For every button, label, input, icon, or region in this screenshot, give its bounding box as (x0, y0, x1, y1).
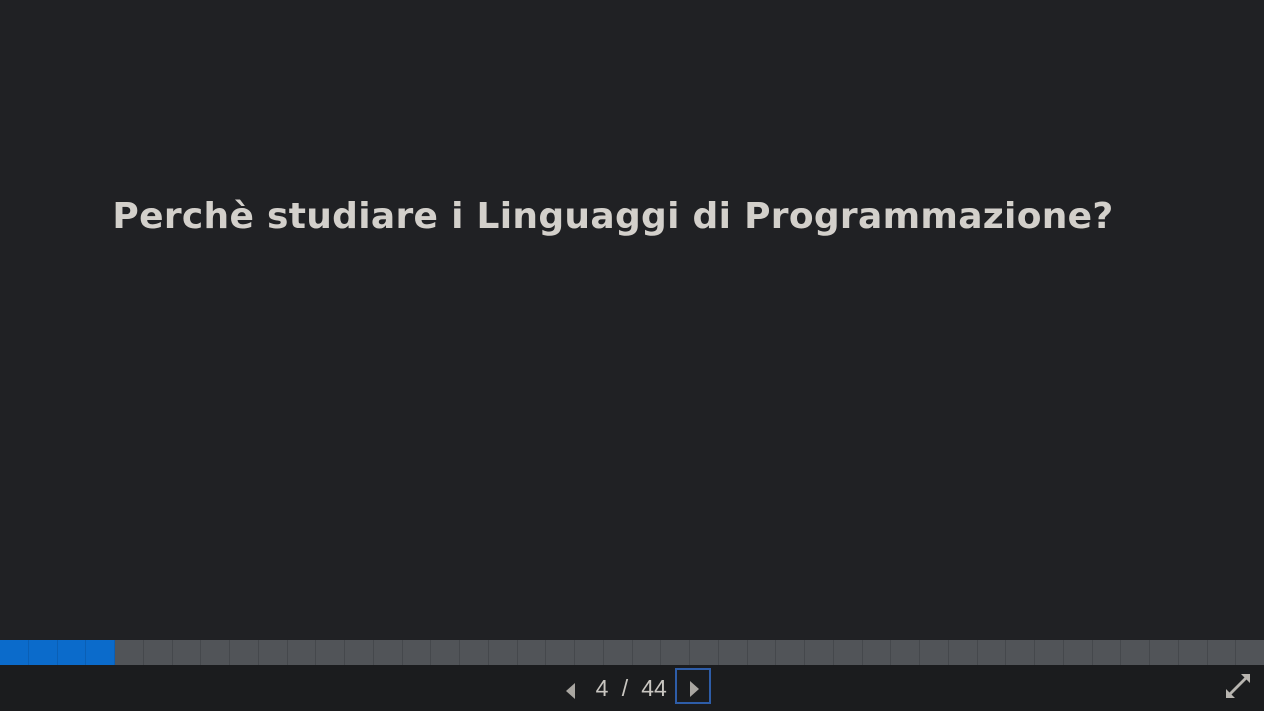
progress-segment-viewed[interactable] (29, 640, 58, 665)
progress-segment[interactable] (316, 640, 345, 665)
progress-segment[interactable] (604, 640, 633, 665)
expand-arrows-icon (1224, 672, 1252, 700)
progress-segment[interactable] (575, 640, 604, 665)
progress-segment[interactable] (374, 640, 403, 665)
current-page-number: 4 (595, 675, 609, 701)
progress-segment[interactable] (920, 640, 949, 665)
page-indicator (590, 673, 672, 703)
next-slide-button[interactable] (675, 668, 711, 704)
progress-segment[interactable] (288, 640, 317, 665)
progress-segment[interactable] (403, 640, 432, 665)
progress-segment[interactable] (949, 640, 978, 665)
progress-segment[interactable] (144, 640, 173, 665)
progress-segment[interactable] (719, 640, 748, 665)
progress-segment[interactable] (546, 640, 575, 665)
progress-segment[interactable] (115, 640, 144, 665)
progress-segment[interactable] (345, 640, 374, 665)
progress-segment[interactable] (1121, 640, 1150, 665)
progress-segment[interactable] (518, 640, 547, 665)
progress-segment-viewed[interactable] (58, 640, 87, 665)
progress-segment[interactable] (201, 640, 230, 665)
progress-segment-viewed[interactable] (0, 640, 29, 665)
previous-slide-button[interactable] (558, 669, 584, 705)
total-page-count: 44 (641, 675, 667, 701)
slide-title: Perchè studiare i Linguaggi di Programmazione? (112, 196, 1114, 237)
progress-segment[interactable] (1150, 640, 1179, 665)
progress-segment[interactable] (863, 640, 892, 665)
progress-segment[interactable] (690, 640, 719, 665)
page-separator: / (621, 675, 629, 701)
progress-segment[interactable] (460, 640, 489, 665)
navigation-controls (0, 665, 1264, 711)
progress-segment[interactable] (1035, 640, 1064, 665)
slide-progress-bar[interactable] (0, 640, 1264, 665)
progress-segment[interactable] (748, 640, 777, 665)
progress-segment[interactable] (431, 640, 460, 665)
progress-segment[interactable] (834, 640, 863, 665)
progress-segment[interactable] (489, 640, 518, 665)
progress-segment[interactable] (633, 640, 662, 665)
triangle-right-icon (677, 670, 709, 702)
fullscreen-button[interactable] (1224, 672, 1252, 700)
progress-segment[interactable] (776, 640, 805, 665)
progress-segment[interactable] (1093, 640, 1122, 665)
progress-segment[interactable] (1006, 640, 1035, 665)
progress-segment[interactable] (1064, 640, 1093, 665)
progress-segment[interactable] (891, 640, 920, 665)
progress-segment[interactable] (805, 640, 834, 665)
progress-segment[interactable] (978, 640, 1007, 665)
progress-segment[interactable] (661, 640, 690, 665)
triangle-left-icon (558, 669, 584, 705)
progress-segment[interactable] (173, 640, 202, 665)
progress-segment[interactable] (230, 640, 259, 665)
progress-segment[interactable] (1208, 640, 1237, 665)
progress-segment[interactable] (1179, 640, 1208, 665)
progress-segment[interactable] (1236, 640, 1264, 665)
progress-segment[interactable] (259, 640, 288, 665)
progress-segment-viewed[interactable] (86, 640, 115, 665)
